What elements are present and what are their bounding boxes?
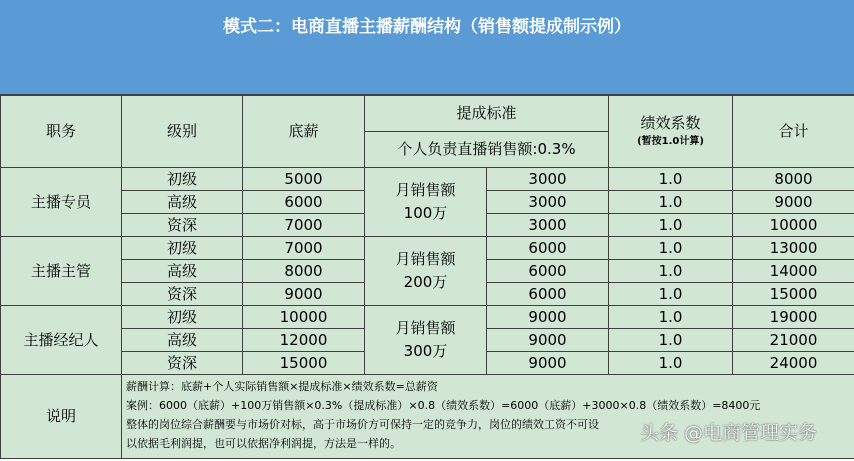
level-cell: 高级 [122, 191, 243, 214]
commission-cell: 3000 [487, 214, 609, 237]
total-cell: 21000 [733, 329, 854, 352]
base-cell: 12000 [243, 329, 365, 352]
coef-cell: 1.0 [609, 191, 733, 214]
commission-cell: 9000 [487, 352, 609, 375]
level-cell: 资深 [122, 352, 243, 375]
total-cell: 8000 [733, 168, 854, 191]
header-coef-label: 绩效系数 [640, 114, 701, 133]
commission-cell: 3000 [487, 191, 609, 214]
commission-cell: 6000 [487, 237, 609, 260]
coef-cell: 1.0 [609, 329, 733, 352]
table-row [1, 306, 854, 329]
level-cell: 高级 [122, 329, 243, 352]
sales-target-label: 月销售额 [395, 319, 456, 338]
note-label: 说明 [1, 375, 122, 459]
coef-cell: 1.0 [609, 214, 733, 237]
coef-cell: 1.0 [609, 237, 733, 260]
sales-target-label: 月销售额 [395, 181, 456, 200]
total-cell: 15000 [733, 283, 854, 306]
title-banner [0, 0, 854, 95]
header-total: 合计 [733, 96, 854, 168]
commission-cell: 9000 [487, 329, 609, 352]
level-cell: 高级 [122, 260, 243, 283]
commission-cell: 6000 [487, 283, 609, 306]
coef-cell: 1.0 [609, 283, 733, 306]
header-row-1 [1, 96, 854, 132]
header-commission-rule: 个人负责直播销售额:0.3% [365, 132, 609, 168]
note-text [122, 375, 854, 459]
note-line: 整体的岗位综合薪酬要与市场价对标，高于市场价方可保持一定的竞争力，岗位的绩效工资不可设 [126, 418, 599, 431]
base-cell: 7000 [243, 214, 365, 237]
header-level: 级别 [122, 96, 243, 168]
total-cell: 9000 [733, 191, 854, 214]
level-cell: 初级 [122, 168, 243, 191]
level-cell: 初级 [122, 306, 243, 329]
note-line: 案例：6000（底薪）+100万销售额×0.3%（提成标准）×0.8（绩效系数）=6000（底薪）+3000×0.8（绩效系数）=8400元 [126, 399, 761, 412]
header-coef [609, 96, 733, 168]
sales-target-label: 月销售额 [395, 250, 456, 269]
sales-target-amount: 300万 [403, 342, 448, 360]
sales-target-cell [365, 306, 487, 375]
role-cell: 主播经纪人 [1, 306, 122, 375]
header-commission: 提成标准 [365, 96, 609, 132]
level-cell: 资深 [122, 283, 243, 306]
role-cell: 主播专员 [1, 168, 122, 237]
level-cell: 资深 [122, 214, 243, 237]
table-row [1, 168, 854, 191]
header-coef-note: (暂按1.0计算) [637, 136, 704, 148]
base-cell: 6000 [243, 191, 365, 214]
header-base: 底薪 [243, 96, 365, 168]
base-cell: 9000 [243, 283, 365, 306]
note-row [1, 375, 854, 459]
base-cell: 10000 [243, 306, 365, 329]
header-role: 职务 [1, 96, 122, 168]
base-cell: 15000 [243, 352, 365, 375]
base-cell: 8000 [243, 260, 365, 283]
level-cell: 初级 [122, 237, 243, 260]
coef-cell: 1.0 [609, 168, 733, 191]
sales-target-cell [365, 168, 487, 237]
total-cell: 24000 [733, 352, 854, 375]
sales-target-amount: 100万 [403, 204, 448, 222]
total-cell: 14000 [733, 260, 854, 283]
coef-cell: 1.0 [609, 306, 733, 329]
coef-cell: 1.0 [609, 260, 733, 283]
page-title: 模式二：电商直播主播薪酬结构（销售额提成制示例） [223, 16, 631, 37]
sales-target-cell [365, 237, 487, 306]
total-cell: 19000 [733, 306, 854, 329]
salary-table [0, 95, 854, 459]
total-cell: 10000 [733, 214, 854, 237]
total-cell: 13000 [733, 237, 854, 260]
base-cell: 5000 [243, 168, 365, 191]
note-line: 以依据毛利润提，也可以依据净利润提，方法是一样的。 [126, 437, 401, 450]
coef-cell: 1.0 [609, 352, 733, 375]
commission-cell: 9000 [487, 306, 609, 329]
role-cell: 主播主管 [1, 237, 122, 306]
watermark: 头条 @电商管理实务 [640, 422, 818, 444]
sales-target-amount: 200万 [403, 273, 448, 291]
base-cell: 7000 [243, 237, 365, 260]
commission-cell: 6000 [487, 260, 609, 283]
commission-cell: 3000 [487, 168, 609, 191]
table-row [1, 237, 854, 260]
note-line: 薪酬计算：底薪+个人实际销售额×提成标准×绩效系数=总薪资 [126, 380, 438, 393]
